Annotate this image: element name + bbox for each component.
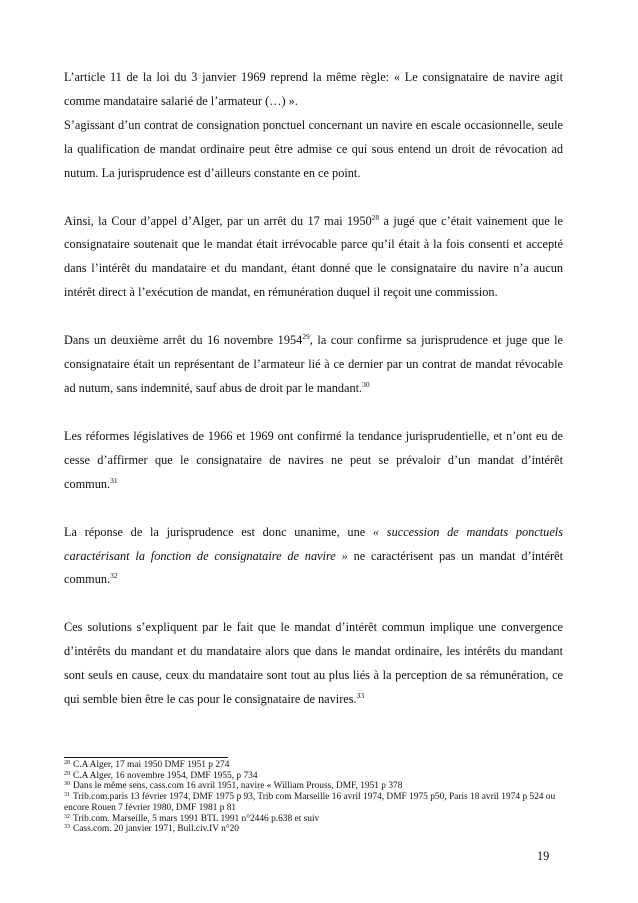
paragraph-text: Ainsi, la Cour d’appel d’Alger, par un arrêt du 17 mai 1950 xyxy=(64,213,372,228)
paragraph xyxy=(64,114,563,186)
footnote-ref[interactable]: 31 xyxy=(110,475,118,485)
footnote-ref[interactable]: 30 xyxy=(362,379,370,389)
footnote-text: Trib.com. Marseille, 5 mars 1991 BTL 1991 n°2446 p.638 et suiv xyxy=(73,813,320,824)
body-text xyxy=(64,66,563,736)
footnote-number: 28 xyxy=(64,760,70,766)
page-number: 19 xyxy=(537,849,550,863)
paragraph-text: S’agissant d’un contrat de consignation ponctuel concernant un navire en escale occasionnelle, seule la qualification de mandat ordinaire peut être admise ce qui sous entend un droit de révocation ad nutum. La jurisprudence est d’ailleurs constante en ce point. xyxy=(64,117,563,180)
footnote-ref[interactable]: 29 xyxy=(302,332,310,342)
paragraph-text: Dans un deuxième arrêt du 16 novembre 1954 xyxy=(64,333,303,348)
paragraph xyxy=(64,210,563,306)
paragraph-text: La réponse de la jurisprudence est donc unanime, une xyxy=(64,524,373,539)
footnote-text: Cass.com. 20 janvier 1971, Bull.civ.IV n°20 xyxy=(73,824,239,835)
paragraph xyxy=(64,66,563,114)
footnote xyxy=(64,760,563,771)
footnote xyxy=(64,771,563,782)
quoted-text: « succession de mandats ponctuels caractérisant la fonction de consignataire de navire » xyxy=(64,524,563,563)
footnote-text: C.A Alger, 16 novembre 1954, DMF 1955, p 734 xyxy=(73,770,258,781)
paragraph xyxy=(64,329,563,401)
paragraph-text: Les réformes législatives de 1966 et 1969 ont confirmé la tendance jurisprudentielle, et n’ont eu de cesse d’affirmer que le consignataire de navires ne peut se prévaloir d’un mandat d’intérêt commun. xyxy=(64,428,563,491)
footnote-text: C.A Alger, 17 mai 1950 DMF 1951 p 274 xyxy=(73,760,230,770)
paragraph-text: , la cour confirme sa jurisprudence et juge que le consignataire était un représentant de l’armateur lié à ce dernier par un contrat de mandat révocable ad nutum, sans indemnité, sauf abus de droit par le mandant. xyxy=(64,333,563,395)
paragraph xyxy=(64,425,563,497)
footnote-text: Trib.com.paris 13 février 1974, DMF 1975 p 93, Trib com Marseille 16 avril 1974, DMF 1975 p50, Paris 18 avril 1974 p 524 ou encore Rouen 7 février 1980, DMF 1981 p 81 xyxy=(64,792,556,813)
footnote-text: Dans le même sens, cass.com 16 avril 1951, navire « William Prouss, DMF, 1951 p 378 xyxy=(73,781,403,792)
footnote-rule-mask xyxy=(228,757,563,759)
footnote xyxy=(64,824,563,835)
footnote-number: 33 xyxy=(64,824,70,831)
footnote-number: 29 xyxy=(64,770,70,777)
footnote xyxy=(64,781,563,792)
paragraph-text: Ces solutions s’expliquent par le fait que le mandat d’intérêt commun implique une convergence d’intérêts du mandant et du mandataire alors que dans le mandat ordinaire, les intérêts du mandant sont seuls en cause, ceux du mandataire sont tout au plus liés à la perception de sa rémunération, ce qui semble bien être le cas pour le consignataire de navires. xyxy=(64,620,563,707)
footnote xyxy=(64,814,563,825)
footnote-ref[interactable]: 33 xyxy=(356,691,365,701)
paragraph-text: a jugé que c’était vainement que le consignataire soutenait que le mandat était irrévocable parce qu’il était à la fois consenti et accepté dans l’intérêt du mandataire et du mandant, étant donné que le consignataire du navire n’a aucun intérêt direct à l’exécution de mandat, en rémunération duquel il reçoit une commission. xyxy=(64,213,563,300)
paragraph-text: ne caractérisent pas un mandat d’intérêt commun. xyxy=(64,548,563,587)
footnotes-section xyxy=(64,757,563,835)
paragraph xyxy=(64,616,563,712)
paragraph xyxy=(64,521,563,593)
footnote-number: 30 xyxy=(64,781,70,788)
footnote-ref[interactable]: 32 xyxy=(110,571,118,581)
footnote-number: 32 xyxy=(64,813,70,820)
paragraph-text: L’article 11 de la loi du 3 janvier 1969 reprend la même règle: « Le consignataire de navire agit comme mandataire salarié de l’armateur (…) ». xyxy=(64,70,563,108)
footnote-number: 31 xyxy=(64,792,70,799)
footnote-ref[interactable]: 28 xyxy=(371,212,380,222)
footnote xyxy=(64,792,563,813)
